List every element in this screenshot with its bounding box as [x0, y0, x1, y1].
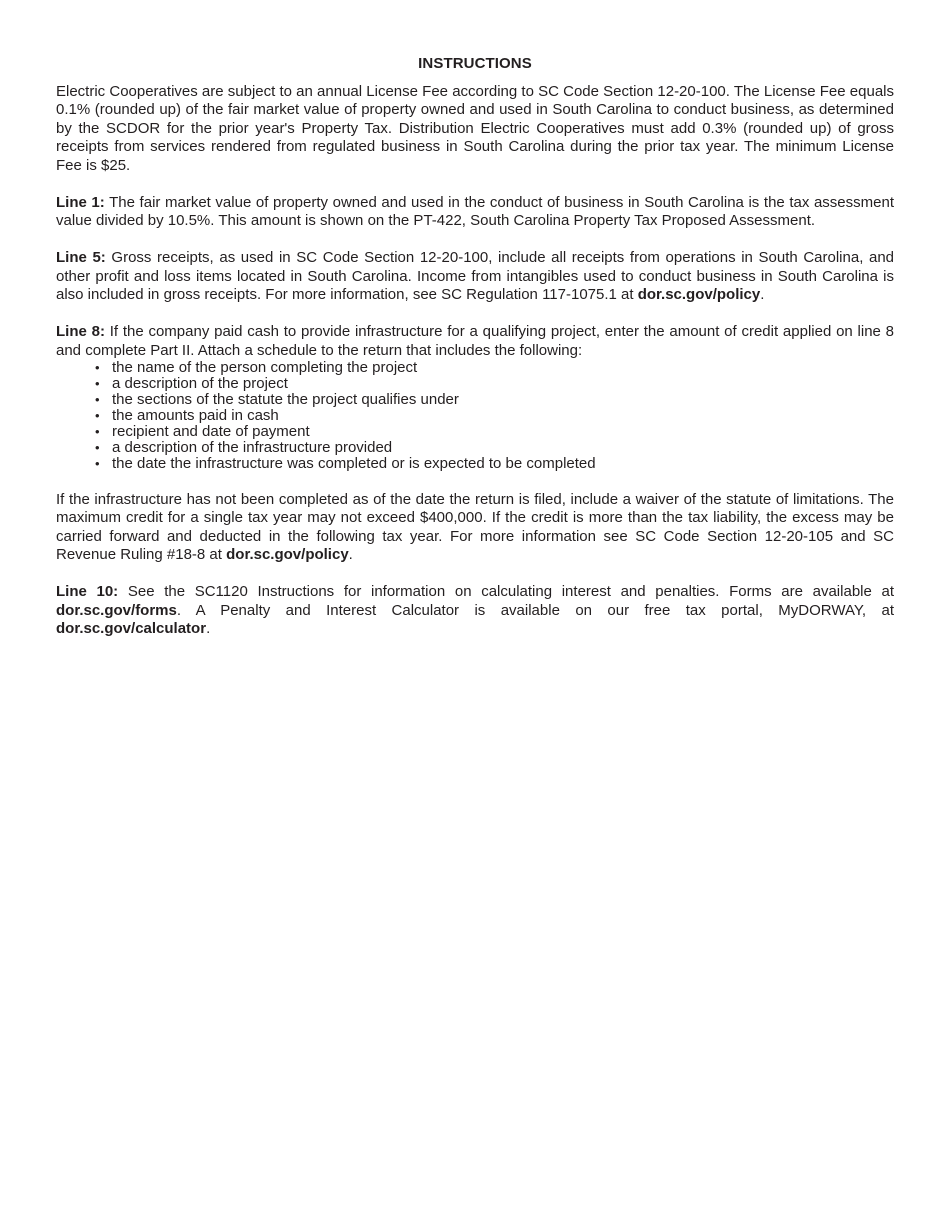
infrastructure-text: If the infrastructure has not been completed as of the date the return is filed, include a waiver of the statute of limitations. The maximum credit for a single tax year may not exceed $400,000. If the credit is more than the tax liability, the excess may be carried forward and deducted in the following tax year. For more information see SC Code Section 12-20-105 and SC Revenue Ruling #18-8 at [56, 490, 894, 563]
infrastructure-paragraph [56, 491, 894, 565]
line-10-label: Line 10: [56, 583, 119, 600]
line-5-end: . [760, 286, 765, 303]
spacer [56, 305, 894, 324]
line-8-paragraph [56, 323, 894, 360]
calculator-link[interactable]: dor.sc.gov/calculator [56, 620, 207, 637]
schedule-requirements-list [56, 360, 894, 472]
forms-link[interactable]: dor.sc.gov/forms [56, 601, 177, 619]
line-10-end: . [206, 620, 211, 637]
line-1-paragraph [56, 194, 894, 231]
list-item: • a description of the project [112, 376, 894, 392]
spacer [56, 565, 894, 584]
instructions-page [56, 55, 894, 639]
line-1-text: The fair market value of property owned and used in the conduct of business in South Carolina is the tax assessment value divided by 10.5%. This amount is shown on the PT-422, South Carolina Property Tax Proposed Assessment. [56, 193, 894, 229]
intro-paragraph: Electric Cooperatives are subject to an annual License Fee according to SC Code Section 12-20-100. The License Fee equals 0.1% (rounded up) of the fair market value of property owned and used in South Carolina to conduct business, as determined by the SCDOR for the prior year's Property Tax. Distribution Electric Cooperatives must add 0.3% (rounded up) of gross receipts from services rendered from regulated business in South Carolina during the prior tax year. The minimum License Fee is $25. [56, 82, 894, 174]
line-5-text: Gross receipts, as used in SC Code Section 12-20-100, include all receipts from operations in South Carolina, and other profit and loss items located in South Carolina. Income from intangibles used to conduct business in South Carolina is also included in gross receipts. For more information, see SC Regulation 117-1075.1 at [56, 249, 895, 303]
line-8-text: If the company paid cash to provide infrastructure for a qualifying project, enter the amount of credit applied on line 8 and complete Part II. Attach a schedule to the return that includes the following: [56, 323, 894, 359]
spacer [56, 231, 894, 250]
line-8-label: Line 8: [56, 323, 105, 340]
list-item: • the date the infrastructure was completed or is expected to be completed [112, 456, 894, 472]
line-10-text: See the SC1120 Instructions for information on calculating interest and penalties. Forms are available at [118, 583, 895, 600]
line-10-paragraph [56, 583, 894, 639]
policy-link[interactable]: dor.sc.gov/policy [637, 286, 761, 303]
spacer [56, 472, 894, 491]
line-10-middle: . A Penalty and Interest Calculator is available on our free tax portal, MyDORWAY, at [176, 601, 894, 619]
infrastructure-end: . [348, 546, 353, 563]
line-1-label: Line 1: [56, 193, 105, 211]
line-5-label: Line 5: [56, 249, 106, 266]
line-5-paragraph [56, 249, 894, 305]
list-item: • the name of the person completing the project [112, 360, 894, 376]
list-item: • recipient and date of payment [112, 424, 894, 440]
list-item: • the amounts paid in cash [112, 408, 894, 424]
list-item: • a description of the infrastructure provided [112, 440, 894, 456]
spacer [56, 175, 894, 194]
list-item: • the sections of the statute the project qualifies under [112, 392, 894, 408]
page-title: INSTRUCTIONS [418, 55, 532, 72]
policy-link[interactable]: dor.sc.gov/policy [226, 546, 349, 563]
